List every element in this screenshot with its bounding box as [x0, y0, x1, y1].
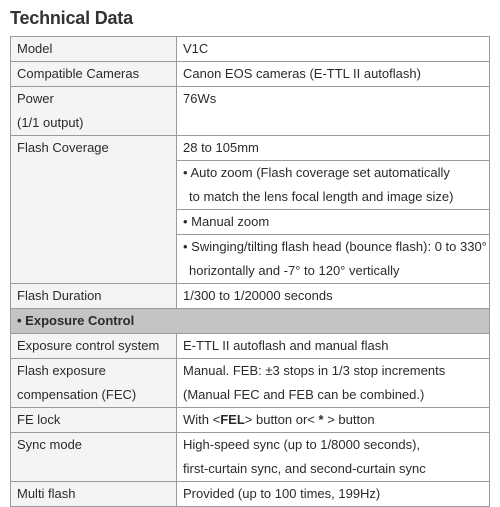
- row-value: Provided (up to 100 times, 199Hz): [177, 482, 490, 507]
- section-row-exposure-control: [11, 309, 490, 334]
- label-line: Flash exposure: [17, 363, 106, 378]
- table-row-power: [11, 87, 490, 136]
- row-label: Flash Duration: [11, 284, 177, 309]
- label-line: (1/1 output): [17, 115, 84, 130]
- fe-lock-text: > button: [327, 412, 375, 427]
- row-value: Canon EOS cameras (E-TTL II autoflash): [177, 62, 490, 87]
- table-row-cameras: [11, 62, 490, 87]
- row-value: [177, 359, 490, 408]
- row-label: [11, 87, 177, 136]
- row-value: V1C: [177, 37, 490, 62]
- section-heading: • Exposure Control: [11, 309, 490, 334]
- label-line: Power: [17, 91, 54, 106]
- row-value: • Manual zoom: [177, 210, 490, 235]
- row-label: [11, 359, 177, 408]
- table-row-sync: [11, 433, 490, 482]
- row-label: Sync mode: [11, 433, 177, 482]
- row-label: Exposure control system: [11, 334, 177, 359]
- row-value: [177, 433, 490, 482]
- table-row-model: [11, 37, 490, 62]
- row-value: 76Ws: [177, 87, 490, 136]
- row-label: Flash Coverage: [11, 136, 177, 284]
- spec-table: [10, 36, 490, 507]
- table-row-duration: [11, 284, 490, 309]
- fe-lock-text: With <: [183, 412, 221, 427]
- row-value: [177, 408, 490, 433]
- table-row-exposure-system: [11, 334, 490, 359]
- value-line: High-speed sync (up to 1/8000 seconds),: [183, 437, 421, 452]
- row-label: FE lock: [11, 408, 177, 433]
- table-row-multi: [11, 482, 490, 507]
- fe-lock-text: > button or<: [244, 412, 315, 427]
- row-label: Compatible Cameras: [11, 62, 177, 87]
- value-line: (Manual FEC and FEB can be combined.): [183, 387, 425, 402]
- table-row-fe-lock: [11, 408, 490, 433]
- row-value: 1/300 to 1/20000 seconds: [177, 284, 490, 309]
- row-label: Model: [11, 37, 177, 62]
- table-row-coverage: [11, 136, 490, 161]
- table-row-fec: [11, 359, 490, 408]
- row-value: E-TTL II autoflash and manual flash: [177, 334, 490, 359]
- value-line: horizontally and -7° to 120° vertically: [189, 263, 400, 278]
- label-line: compensation (FEC): [17, 387, 137, 402]
- fel-button-name: FEL: [220, 412, 245, 427]
- value-line: • Swinging/tilting flash head (bounce flash): 0 to 330°: [183, 239, 487, 254]
- row-value: [177, 161, 490, 210]
- value-line: Manual. FEB: ±3 stops in 1/3 stop increments: [183, 363, 446, 378]
- value-line: to match the lens focal length and image size): [189, 189, 454, 204]
- value-line: first-curtain sync, and second-curtain sync: [183, 461, 426, 476]
- row-value: [177, 235, 490, 284]
- value-line: • Auto zoom (Flash coverage set automatically: [183, 165, 450, 180]
- page-title: Technical Data: [10, 8, 133, 28]
- row-label: Multi flash: [11, 482, 177, 507]
- row-value: 28 to 105mm: [177, 136, 490, 161]
- star-button-name: *: [314, 412, 328, 427]
